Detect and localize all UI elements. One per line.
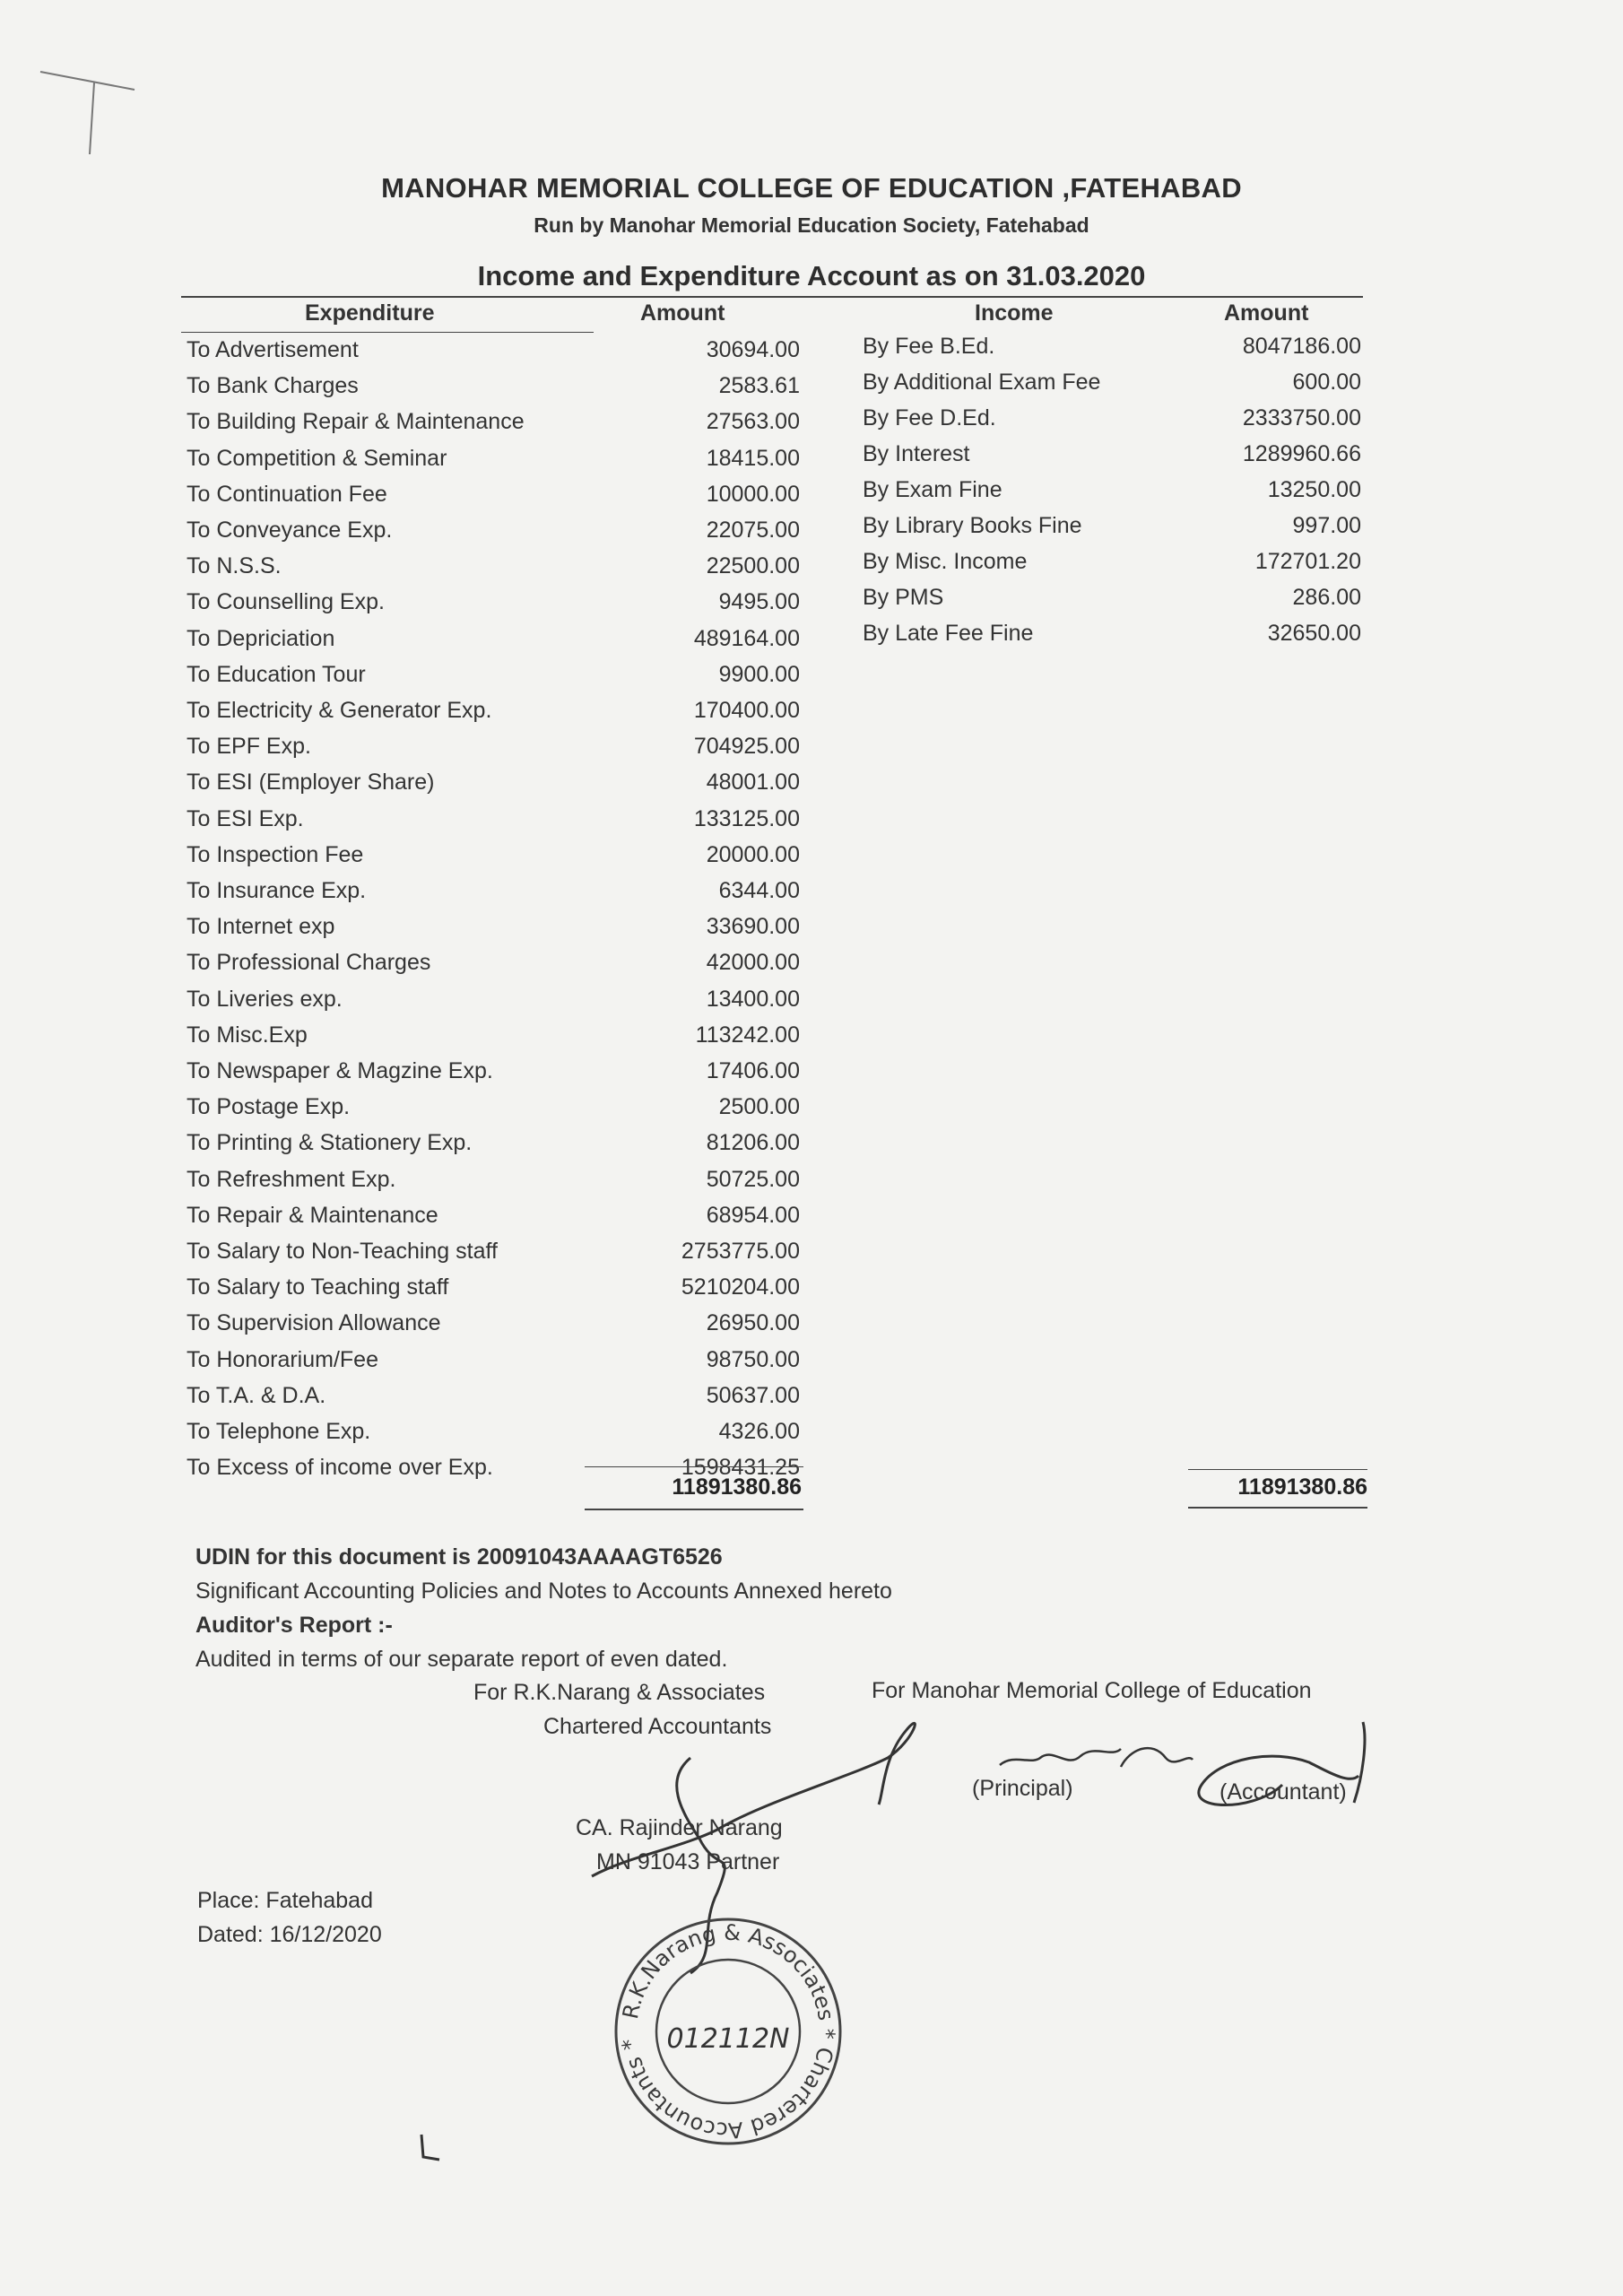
expenditure-amount: 18415.00 — [706, 445, 800, 471]
expenditure-label: To Supervision Allowance — [187, 1310, 441, 1336]
expenditure-amount: 5210204.00 — [681, 1274, 800, 1300]
expenditure-label: To Honorarium/Fee — [187, 1346, 378, 1372]
expenditure-amount: 22075.00 — [706, 517, 800, 543]
expenditure-label: To Repair & Maintenance — [187, 1202, 438, 1228]
expenditure-label: To ESI (Employer Share) — [187, 770, 435, 796]
expenditure-label: To Electricity & Generator Exp. — [187, 698, 492, 723]
expenditure-amount: 2753775.00 — [681, 1239, 800, 1264]
expenditure-label: To Counselling Exp. — [187, 589, 385, 615]
expenditure-label: To Postage Exp. — [187, 1094, 351, 1120]
college-sign-for: For Manohar Memorial College of Education — [872, 1678, 1312, 1703]
income-label: By Fee B.Ed. — [863, 334, 995, 359]
expenditure-amount: 68954.00 — [706, 1202, 800, 1228]
expenditure-label: To Misc.Exp — [187, 1022, 308, 1048]
society-subtitle: Run by Manohar Memorial Education Society, Fatehabad — [534, 213, 1089, 237]
expenditure-label: To Telephone Exp. — [187, 1419, 371, 1444]
income-amount: 172701.20 — [1254, 549, 1361, 574]
principal-label: (Principal) — [972, 1776, 1073, 1801]
income-amount: 600.00 — [1292, 370, 1361, 395]
expenditure-amount: 170400.00 — [693, 698, 800, 723]
auditor-membership: MN 91043 Partner — [596, 1849, 780, 1874]
expenditure-amount: 9495.00 — [718, 589, 800, 615]
income-amount: 2333750.00 — [1242, 405, 1361, 430]
seal-ring-text: R.K.Narang & Associates * Chartered Accountants * — [617, 1919, 840, 2144]
income-label: By PMS — [863, 585, 944, 610]
income-amount: 286.00 — [1292, 585, 1361, 610]
header-income: Income — [975, 300, 1054, 326]
expenditure-label: To Professional Charges — [187, 950, 431, 976]
expenditure-amount: 133125.00 — [693, 805, 800, 831]
income-amount: 997.00 — [1292, 513, 1361, 538]
expenditure-label: To N.S.S. — [187, 553, 282, 579]
expenditure-label: To Advertisement — [187, 337, 359, 362]
expenditure-label: To Salary to Teaching staff — [187, 1274, 449, 1300]
pencil-mark-icon — [421, 2135, 439, 2160]
expenditure-label: To Excess of income over Exp. — [187, 1455, 493, 1481]
income-label: By Misc. Income — [863, 549, 1028, 574]
income-label: By Additional Exam Fee — [863, 370, 1101, 395]
seal-number: 012112N — [666, 2023, 790, 2055]
expenditure-amount: 98750.00 — [706, 1346, 800, 1372]
expenditure-label: To EPF Exp. — [187, 734, 311, 760]
expenditure-amount: 42000.00 — [706, 950, 800, 976]
expenditure-amount: 2500.00 — [718, 1094, 800, 1120]
auditor-firm: For R.K.Narang & Associates — [473, 1680, 766, 1705]
expenditure-amount: 27563.00 — [706, 409, 800, 435]
expenditure-amount: 22500.00 — [706, 553, 800, 579]
accountant-label: (Accountant) — [1219, 1779, 1347, 1805]
college-title: MANOHAR MEMORIAL COLLEGE OF EDUCATION ,FATEHABAD — [381, 172, 1242, 204]
header-expenditure: Expenditure — [305, 300, 435, 326]
auditor-heading: Auditor's Report :- — [195, 1613, 393, 1638]
income-amount: 32650.00 — [1267, 621, 1361, 646]
expenditure-amount: 81206.00 — [706, 1130, 800, 1156]
audited-line: Audited in terms of our separate report of even dated. — [195, 1647, 728, 1672]
expenditure-amount: 10000.00 — [706, 481, 800, 507]
income-label: By Library Books Fine — [863, 513, 1082, 538]
policies-line: Significant Accounting Policies and Notes to Accounts Annexed hereto — [195, 1578, 892, 1604]
income-label: By Fee D.Ed. — [863, 405, 996, 430]
expenditure-label: To T.A. & D.A. — [187, 1382, 326, 1408]
income-label: By Late Fee Fine — [863, 621, 1034, 646]
expenditure-amount: 4326.00 — [718, 1419, 800, 1444]
expenditure-label: To Insurance Exp. — [187, 878, 367, 903]
expenditure-label: To Continuation Fee — [187, 481, 387, 507]
income-label: By Interest — [863, 441, 970, 466]
place-line: Place: Fatehabad — [197, 1888, 373, 1913]
expenditure-label: To Internet exp — [187, 914, 335, 940]
dated-line: Dated: 16/12/2020 — [197, 1922, 382, 1947]
header-amount-right: Amount — [1224, 300, 1309, 326]
expenditure-amount: 6344.00 — [718, 878, 800, 903]
income-amount: 13250.00 — [1267, 477, 1361, 502]
expenditure-amount: 1598431.25 — [681, 1455, 800, 1481]
expenditure-amount: 50637.00 — [706, 1382, 800, 1408]
expenditure-amount: 2583.61 — [718, 373, 800, 399]
expenditure-amount: 26950.00 — [706, 1310, 800, 1336]
income-total: 11891380.86 — [1237, 1474, 1367, 1500]
expenditure-amount: 17406.00 — [706, 1058, 800, 1083]
expenditure-label: To Bank Charges — [187, 373, 359, 399]
income-amount: 1289960.66 — [1242, 441, 1361, 466]
expenditure-label: To Liveries exp. — [187, 986, 343, 1012]
expenditure-label: To Newspaper & Magzine Exp. — [187, 1058, 493, 1083]
expenditure-amount: 9900.00 — [718, 661, 800, 687]
statement-title: Income and Expenditure Account as on 31.03.2020 — [477, 260, 1146, 291]
principal-signature-icon — [1000, 1748, 1193, 1767]
expenditure-amount: 489164.00 — [693, 625, 800, 651]
corner-mark-icon — [40, 72, 135, 154]
expenditure-label: To Conveyance Exp. — [187, 517, 393, 543]
expenditure-label: To Competition & Seminar — [187, 445, 447, 471]
expenditure-amount: 704925.00 — [693, 734, 800, 760]
expenditure-label: To Salary to Non-Teaching staff — [187, 1239, 498, 1264]
expenditure-label: To Printing & Stationery Exp. — [187, 1130, 473, 1156]
expenditure-total: 11891380.86 — [672, 1474, 802, 1500]
firm-seal-icon — [616, 1919, 840, 2144]
expenditure-amount: 50725.00 — [706, 1166, 800, 1192]
expenditure-label: To Refreshment Exp. — [187, 1166, 396, 1192]
auditor-name: CA. Rajinder Narang — [576, 1815, 783, 1840]
expenditure-amount: 20000.00 — [706, 841, 800, 867]
header-amount-left: Amount — [640, 300, 725, 326]
expenditure-amount: 30694.00 — [706, 337, 800, 362]
expenditure-label: To Depriciation — [187, 625, 335, 651]
expenditure-amount: 33690.00 — [706, 914, 800, 940]
expenditure-label: To Inspection Fee — [187, 841, 364, 867]
accountant-signature-icon — [1199, 1722, 1365, 1805]
income-amount: 8047186.00 — [1242, 334, 1361, 359]
auditor-firm-type: Chartered Accountants — [543, 1714, 772, 1739]
expenditure-amount: 113242.00 — [695, 1022, 800, 1048]
expenditure-label: To Education Tour — [187, 661, 366, 687]
expenditure-label: To Building Repair & Maintenance — [187, 409, 525, 435]
expenditure-amount: 13400.00 — [706, 986, 800, 1012]
expenditure-amount: 48001.00 — [706, 770, 800, 796]
udin-line: UDIN for this document is 20091043AAAAGT6526 — [195, 1544, 723, 1570]
expenditure-label: To ESI Exp. — [187, 805, 304, 831]
income-label: By Exam Fine — [863, 477, 1002, 502]
